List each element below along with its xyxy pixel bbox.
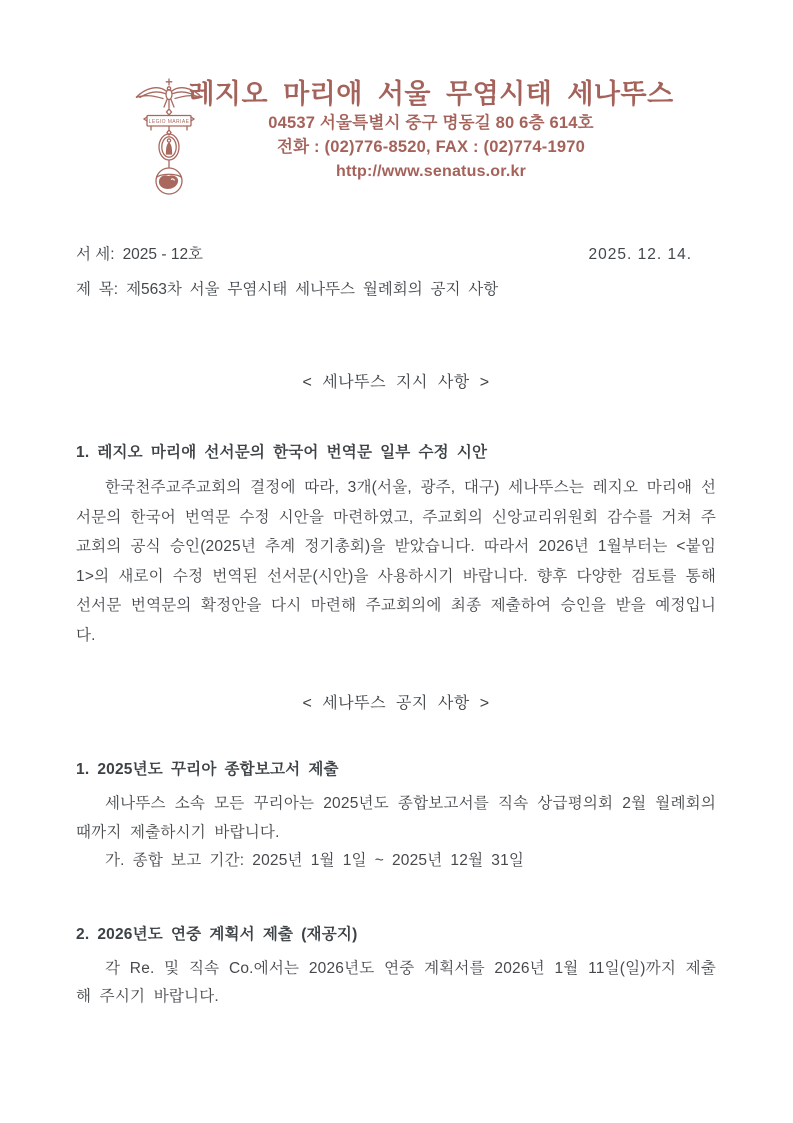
doc-number <box>76 242 203 264</box>
item-subline-report-period: 가. 종합 보고 기간: 2025년 1월 1일 ~ 2025년 12월 31일 <box>105 852 525 869</box>
letterhead-text <box>146 78 716 182</box>
letterhead <box>76 78 716 196</box>
doc-number-value: 2025 - 12호 <box>122 246 204 263</box>
letterhead-title: 레지오 마리애 서울 무염시태 세나뚜스 <box>188 79 674 109</box>
doc-subject-label: 제 목: <box>76 281 119 298</box>
item-title-yearly-plan: 2. 2026년도 연중 계획서 제출 (재공지) <box>76 925 358 943</box>
svg-text:LEGIO MARIAE: LEGIO MARIAE <box>148 119 190 125</box>
letterhead-phone-fax: 전화 : (02)776-8520, FAX : (02)774-1970 <box>276 138 585 156</box>
item-title-oath-revision: 1. 레지오 마리애 선서문의 한국어 번역문 일부 수정 시안 <box>76 444 488 461</box>
doc-number-row <box>76 242 716 264</box>
item-body-annual-report: 세나뚜스 소속 모든 꾸리아는 2025년도 종합보고서를 직속 상급평의회 2월 월례회의 때까지 제출하시기 바랍니다. <box>76 795 716 841</box>
doc-number-label: 서 세: <box>76 246 115 263</box>
item-title-annual-report: 1. 2025년도 꾸리아 종합보고서 제출 <box>76 761 339 778</box>
doc-subject-value: 제563차 서울 무염시태 세나뚜스 월례회의 공지 사항 <box>126 281 499 298</box>
legion-of-mary-vexillum-icon <box>128 78 210 201</box>
doc-date: 2025. 12. 14. <box>588 246 692 263</box>
section-heading-notices: < 세나뚜스 공지 사항 > <box>302 695 490 712</box>
letterhead-website: http://www.senatus.or.kr <box>335 163 526 180</box>
document-meta <box>76 242 716 299</box>
doc-subject-row <box>76 277 716 299</box>
item-body-oath-revision: 한국천주교주교회의 결정에 따라, 3개(서울, 광주, 대구) 세나뚜스는 레지오 마리애 선서문의 한국어 번역문 수정 시안을 마련하였고, 주교회의 신앙교리위원회 감수를 거쳐 주교회의 공식 승인(2025년 추계 정기총회)을 받았습니다. 따라서 2026년 1월부터는 <붙임 1>의 새로이 수정 번역된 선서문(시안)을 사용하시기 바랍니다. 향후 다양한 검토를 통해 선서문 번역문의 확정안을 다시 마련해 주교회의에 최종 제출하여 승인을 받을 예정입니다. <box>76 479 716 644</box>
item-body-yearly-plan: 각 Re. 및 직속 Co.에서는 2026년도 연중 계획서를 2026년 1월 11일(일)까지 제출해 주시기 바랍니다. <box>76 959 716 1005</box>
section-heading-directives: < 세나뚜스 지시 사항 > <box>302 374 490 391</box>
letterhead-address: 04537 서울특별시 중구 명동길 80 6층 614호 <box>268 114 594 132</box>
